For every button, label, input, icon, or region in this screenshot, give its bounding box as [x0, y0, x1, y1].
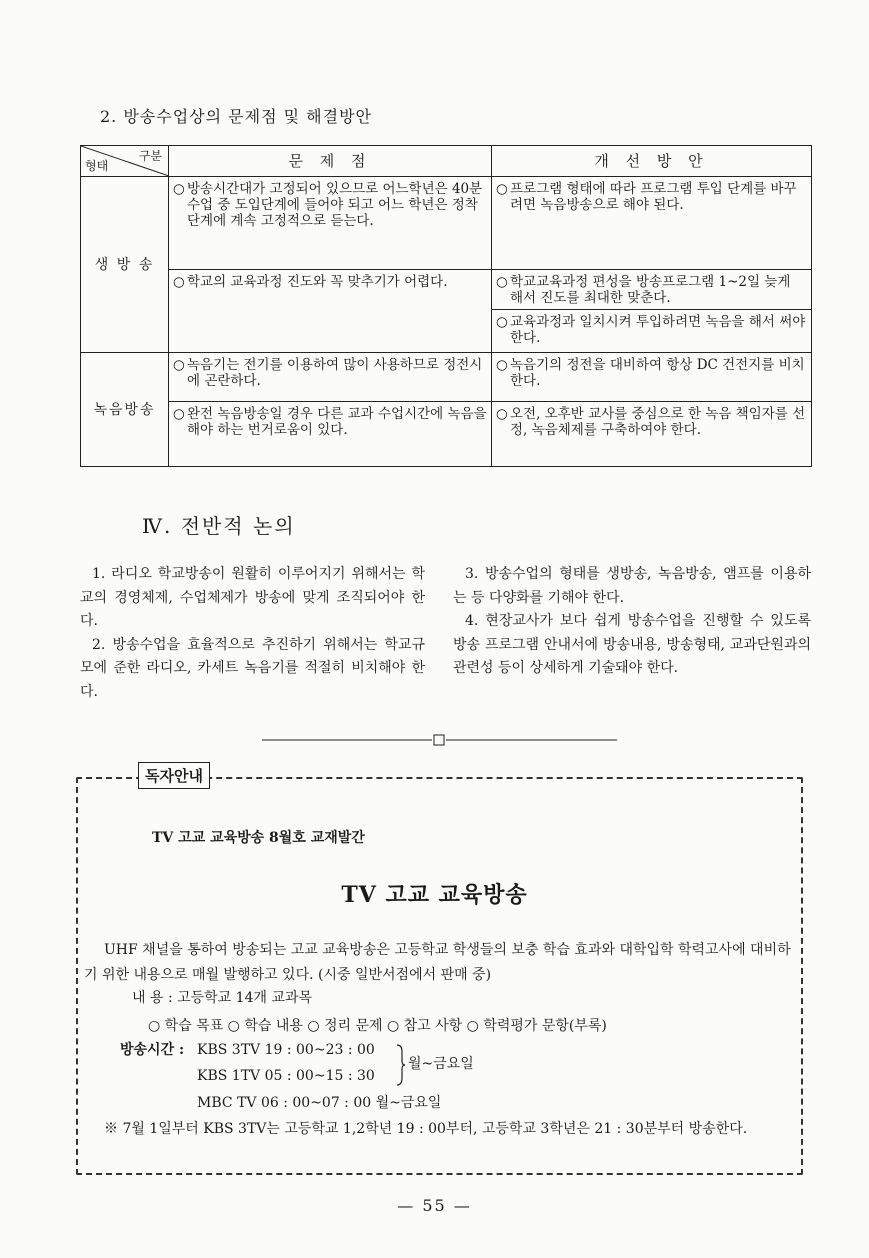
section-title: 2. 방송수업상의 문제점 및 해결방안 — [100, 107, 372, 126]
notice-headline: TV 고교 교육방송 8월호 교재발간 — [152, 830, 365, 846]
table-cell: ○ 녹음기는 전기를 이용하여 많이 사용하므로 정전시에 곤란하다. — [169, 353, 492, 402]
problem-solution-table — [80, 145, 812, 467]
notice-content: 내 용 : 고등학교 14개 교과목 — [132, 990, 313, 1006]
broadcast-time-mbc: MBC TV 06 : 00~07 : 00 월~금요일 — [197, 1095, 442, 1111]
broadcast-time-kbs1: KBS 1TV 05 : 00~15 : 30 — [197, 1068, 375, 1084]
discussion-left-column — [80, 563, 425, 704]
notice-tab-label: 독자안내 — [138, 762, 210, 789]
row-label-recorded: 녹음방송 — [81, 353, 169, 467]
discussion-right-column — [453, 563, 811, 681]
table-cell: ○ 녹음기의 정전을 대비하여 항상 DC 건전지를 비치한다. — [492, 353, 812, 402]
table-cell: ○ 학교의 교육과정 진도와 꼭 맞추기가 어렵다. — [169, 270, 492, 353]
solution-text: 오전, 오후반 교사를 중심으로 한 녹음 책임자를 선정, 녹음체제를 구축하여야 한다. — [510, 406, 806, 438]
row-label-live: 생 방 송 — [81, 177, 169, 353]
table-row — [81, 270, 812, 353]
section-divider — [262, 734, 617, 746]
discussion-item: 3. 방송수업의 형태를 생방송, 녹음방송, 앰프를 이용하는 등 다양화를 기해야 한다. — [453, 566, 811, 606]
problem-text: 방송시간대가 고정되어 있으므로 어느학년은 40분 수업 중 도입단계에 들어야 되고 어느 학년은 정착단계에 계속 고정적으로 듣는다. — [187, 181, 483, 229]
column-header-problem: 문 제 점 — [169, 146, 492, 177]
solution-text: 학교교육과정 편성을 방송프로그램 1~2일 늦게 해서 진도를 최대한 맞춘다. — [510, 274, 791, 306]
column-header-solution: 개 선 방 안 — [492, 146, 812, 177]
page-number: — 55 — — [397, 1196, 472, 1215]
brace-icon — [396, 1044, 406, 1086]
corner-label-category: 구분 — [138, 149, 162, 163]
table-row — [81, 402, 812, 467]
chapter-title: Ⅳ. 전반적 논의 — [142, 514, 296, 538]
table-cell: ○ 완전 녹음방송일 경우 다른 교과 수업시간에 녹음을 해야 하는 번거로움이 있다. — [169, 402, 492, 467]
solution-text: 녹음기의 정전을 대비하여 항상 DC 건전지를 비치한다. — [510, 357, 805, 389]
broadcast-time-label: 방송시간 : — [120, 1042, 185, 1058]
problem-text: 학교의 교육과정 진도와 꼭 맞추기가 어렵다. — [187, 274, 448, 290]
table-row — [81, 177, 812, 270]
table-cell: ○ 학교교육과정 편성을 방송프로그램 1~2일 늦게 해서 진도를 최대한 맞춘다. ○ 교육과정과 일치시켜 투입하려면 녹음을 해서 써야 한다. — [492, 270, 812, 353]
table-cell: ○ 방송시간대가 고정되어 있으므로 어느학년은 40분 수업 중 도입단계에 들어야 되고 어느 학년은 정착단계에 계속 고정적으로 듣는다. — [169, 177, 492, 270]
notice-footnote: ※ 7월 1일부터 KBS 3TV는 고등학교 1,2학년 19 : 00부터, 고등학교 3학년은 21 : 30분부터 방송한다. — [104, 1121, 748, 1137]
problem-text: 녹음기는 전기를 이용하여 많이 사용하므로 정전시에 곤란하다. — [187, 357, 483, 389]
table-row — [81, 353, 812, 402]
solution-text: 프로그램 형태에 따라 프로그램 투입 단계를 바꾸려면 녹음방송으로 해야 된다. — [510, 181, 797, 213]
discussion-item: 4. 현장교사가 보다 쉽게 방송수업을 진행할 수 있도록 방송 프로그램 안내서에 방송내용, 방송형태, 교과단원과의 관련성 등이 상세하게 기술돼야 한다. — [453, 613, 811, 676]
problem-text: 완전 녹음방송일 경우 다른 교과 수업시간에 녹음을 해야 하는 번거로움이 있다. — [187, 406, 487, 438]
discussion-item: 1. 라디오 학교방송이 원활히 이루어지기 위해서는 학교의 경영체제, 수업체제가 방송에 맞게 조직되어야 한다. — [80, 566, 425, 629]
notice-items: ○ 학습 목표 ○ 학습 내용 ○ 정리 문제 ○ 참고 사항 ○ 학력평가 문항(부록) — [148, 1018, 607, 1034]
corner-label-type: 형태 — [85, 159, 109, 173]
notice-intro: UHF 채널을 통하여 방송되는 고교 교육방송은 고등학교 학생들의 보충 학습 효과와 대학입학 학력고사에 대비하기 위한 내용으로 매월 발행하고 있다. (시중 일반서점에서 판매 중) — [84, 942, 791, 983]
table-header-row — [81, 146, 812, 177]
table-cell: ○ 오전, 오후반 교사를 중심으로 한 녹음 책임자를 선정, 녹음체제를 구축하여야 한다. — [492, 402, 812, 467]
table-cell: ○ 프로그램 형태에 따라 프로그램 투입 단계를 바꾸려면 녹음방송으로 해야 된다. — [492, 177, 812, 270]
discussion-item: 2. 방송수업을 효율적으로 추진하기 위해서는 학교규모에 준한 라디오, 카세트 녹음기를 적절히 비치해야 한다. — [80, 636, 425, 700]
solution-text: 교육과정과 일치시켜 투입하려면 녹음을 해서 써야 한다. — [510, 314, 806, 346]
notice-title: TV 고교 교육방송 — [341, 882, 528, 908]
broadcast-days: 월~금요일 — [408, 1056, 474, 1072]
table-corner-cell — [81, 146, 169, 177]
broadcast-time-kbs3: KBS 3TV 19 : 00~23 : 00 — [197, 1042, 375, 1058]
